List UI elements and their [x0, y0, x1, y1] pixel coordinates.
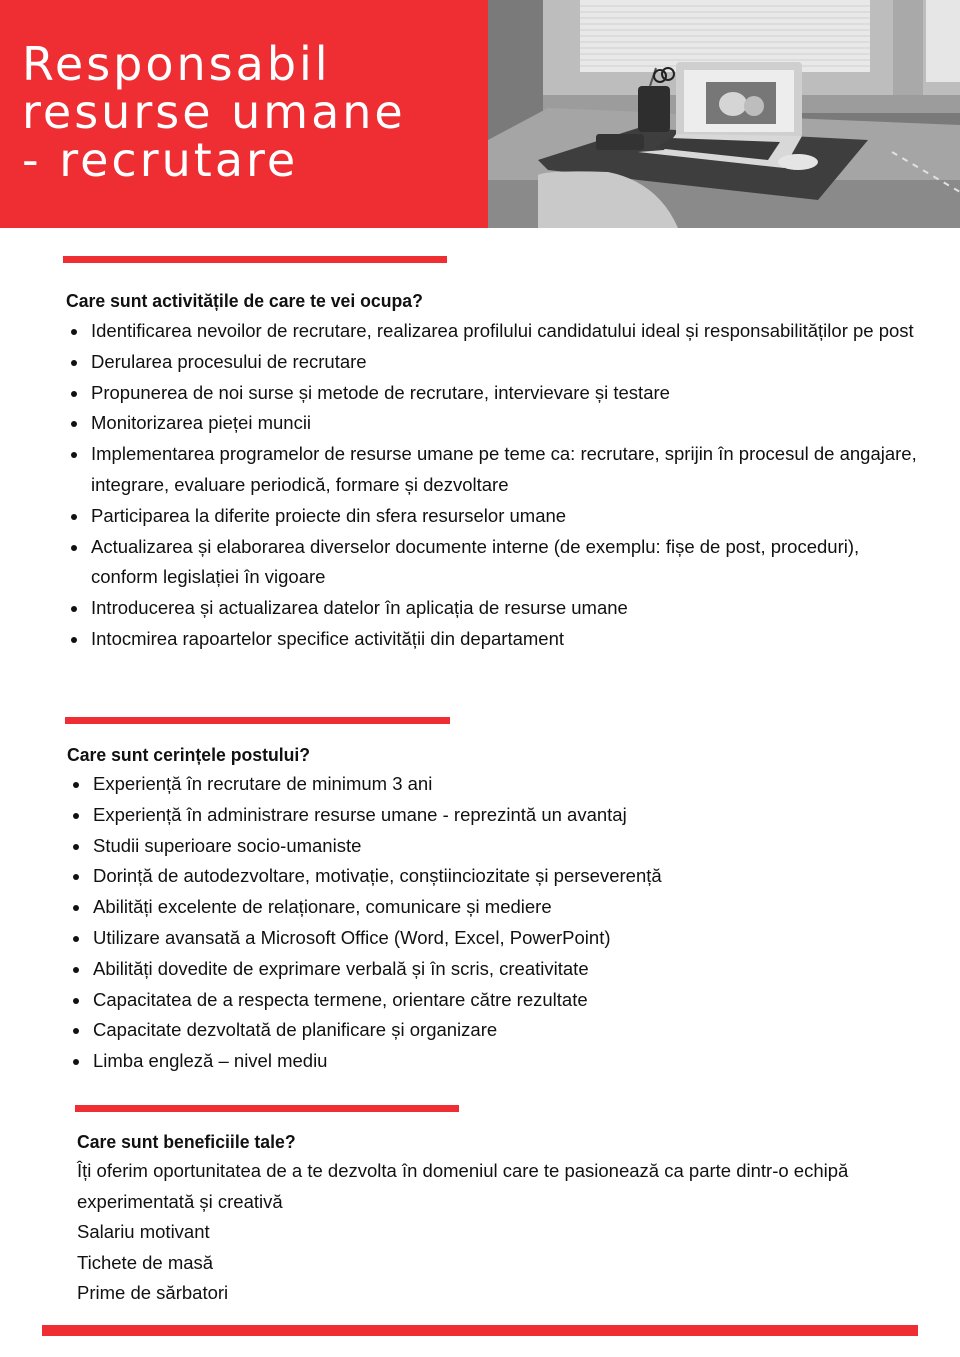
page-title	[22, 37, 482, 187]
list-item: Studii superioare socio-umaniste	[67, 831, 927, 862]
title-line-1: Responsabil	[22, 37, 331, 91]
section-divider-3	[75, 1105, 459, 1112]
requirements-list	[67, 769, 927, 1077]
list-item: Capacitate dezvoltată de planificare și organizare	[67, 1015, 927, 1046]
list-item: Limba engleză – nivel mediu	[67, 1046, 927, 1077]
list-item: Abilități excelente de relaționare, comunicare și mediere	[67, 892, 927, 923]
benefits-list	[77, 1156, 907, 1309]
benefits-heading: Care sunt beneficiile tale?	[77, 1132, 296, 1152]
list-item: Experiență în administrare resurse umane - reprezintă un avantaj	[67, 800, 927, 831]
list-item: Îți oferim oportunitatea de a te dezvolta în domeniul care te pasionează ca parte dintr-o echipă experimentată și creativă	[77, 1160, 849, 1212]
activities-heading: Care sunt activitățile de care te vei ocupa?	[66, 291, 423, 311]
list-item: Derularea procesului de recrutare	[65, 347, 925, 378]
desk-laptop-image	[488, 0, 960, 228]
list-item: Propunerea de noi surse și metode de recrutare, intervievare și testare	[65, 378, 925, 409]
list-item: Participarea la diferite proiecte din sfera resurselor umane	[65, 501, 925, 532]
list-item: Abilități dovedite de exprimare verbală și în scris, creativitate	[67, 954, 927, 985]
activities-list	[65, 316, 925, 655]
list-item: Identificarea nevoilor de recrutare, realizarea profilului candidatului ideal și responsabilităților pe post	[65, 316, 925, 347]
list-item: Prime de sărbatori	[77, 1282, 229, 1303]
title-line-2: resurse umane	[22, 85, 406, 139]
section-divider-2	[65, 717, 450, 724]
list-item: Experiență în recrutare de minimum 3 ani	[67, 769, 927, 800]
list-item: Utilizare avansată a Microsoft Office (Word, Excel, PowerPoint)	[67, 923, 927, 954]
section-divider-1	[63, 256, 447, 263]
list-item: Actualizarea și elaborarea diverselor documente interne (de exemplu: fișe de post, proceduri), conform legislației în vigoare	[65, 532, 925, 594]
list-item: Implementarea programelor de resurse umane pe teme ca: recrutare, sprijin în procesul de angajare, integrare, evaluare periodică, formare și dezvoltare	[65, 439, 925, 501]
requirements-heading: Care sunt cerințele postului?	[67, 745, 311, 765]
hero-photo	[488, 0, 960, 228]
header-banner	[0, 0, 488, 228]
list-item: Salariu motivant	[77, 1221, 210, 1242]
list-item: Intocmirea rapoartelor specifice activității din departament	[65, 624, 925, 655]
list-item: Tichete de masă	[77, 1251, 214, 1273]
title-line-3: - recrutare	[22, 133, 299, 187]
list-item: Introducerea și actualizarea datelor în aplicația de resurse umane	[65, 593, 925, 624]
list-item: Capacitatea de a respecta termene, orientare către rezultate	[67, 985, 927, 1016]
list-item: Dorință de autodezvoltare, motivație, conștiinciozitate și perseverență	[67, 861, 927, 892]
footer-divider	[42, 1325, 918, 1336]
list-item: Monitorizarea pieței muncii	[65, 408, 925, 439]
